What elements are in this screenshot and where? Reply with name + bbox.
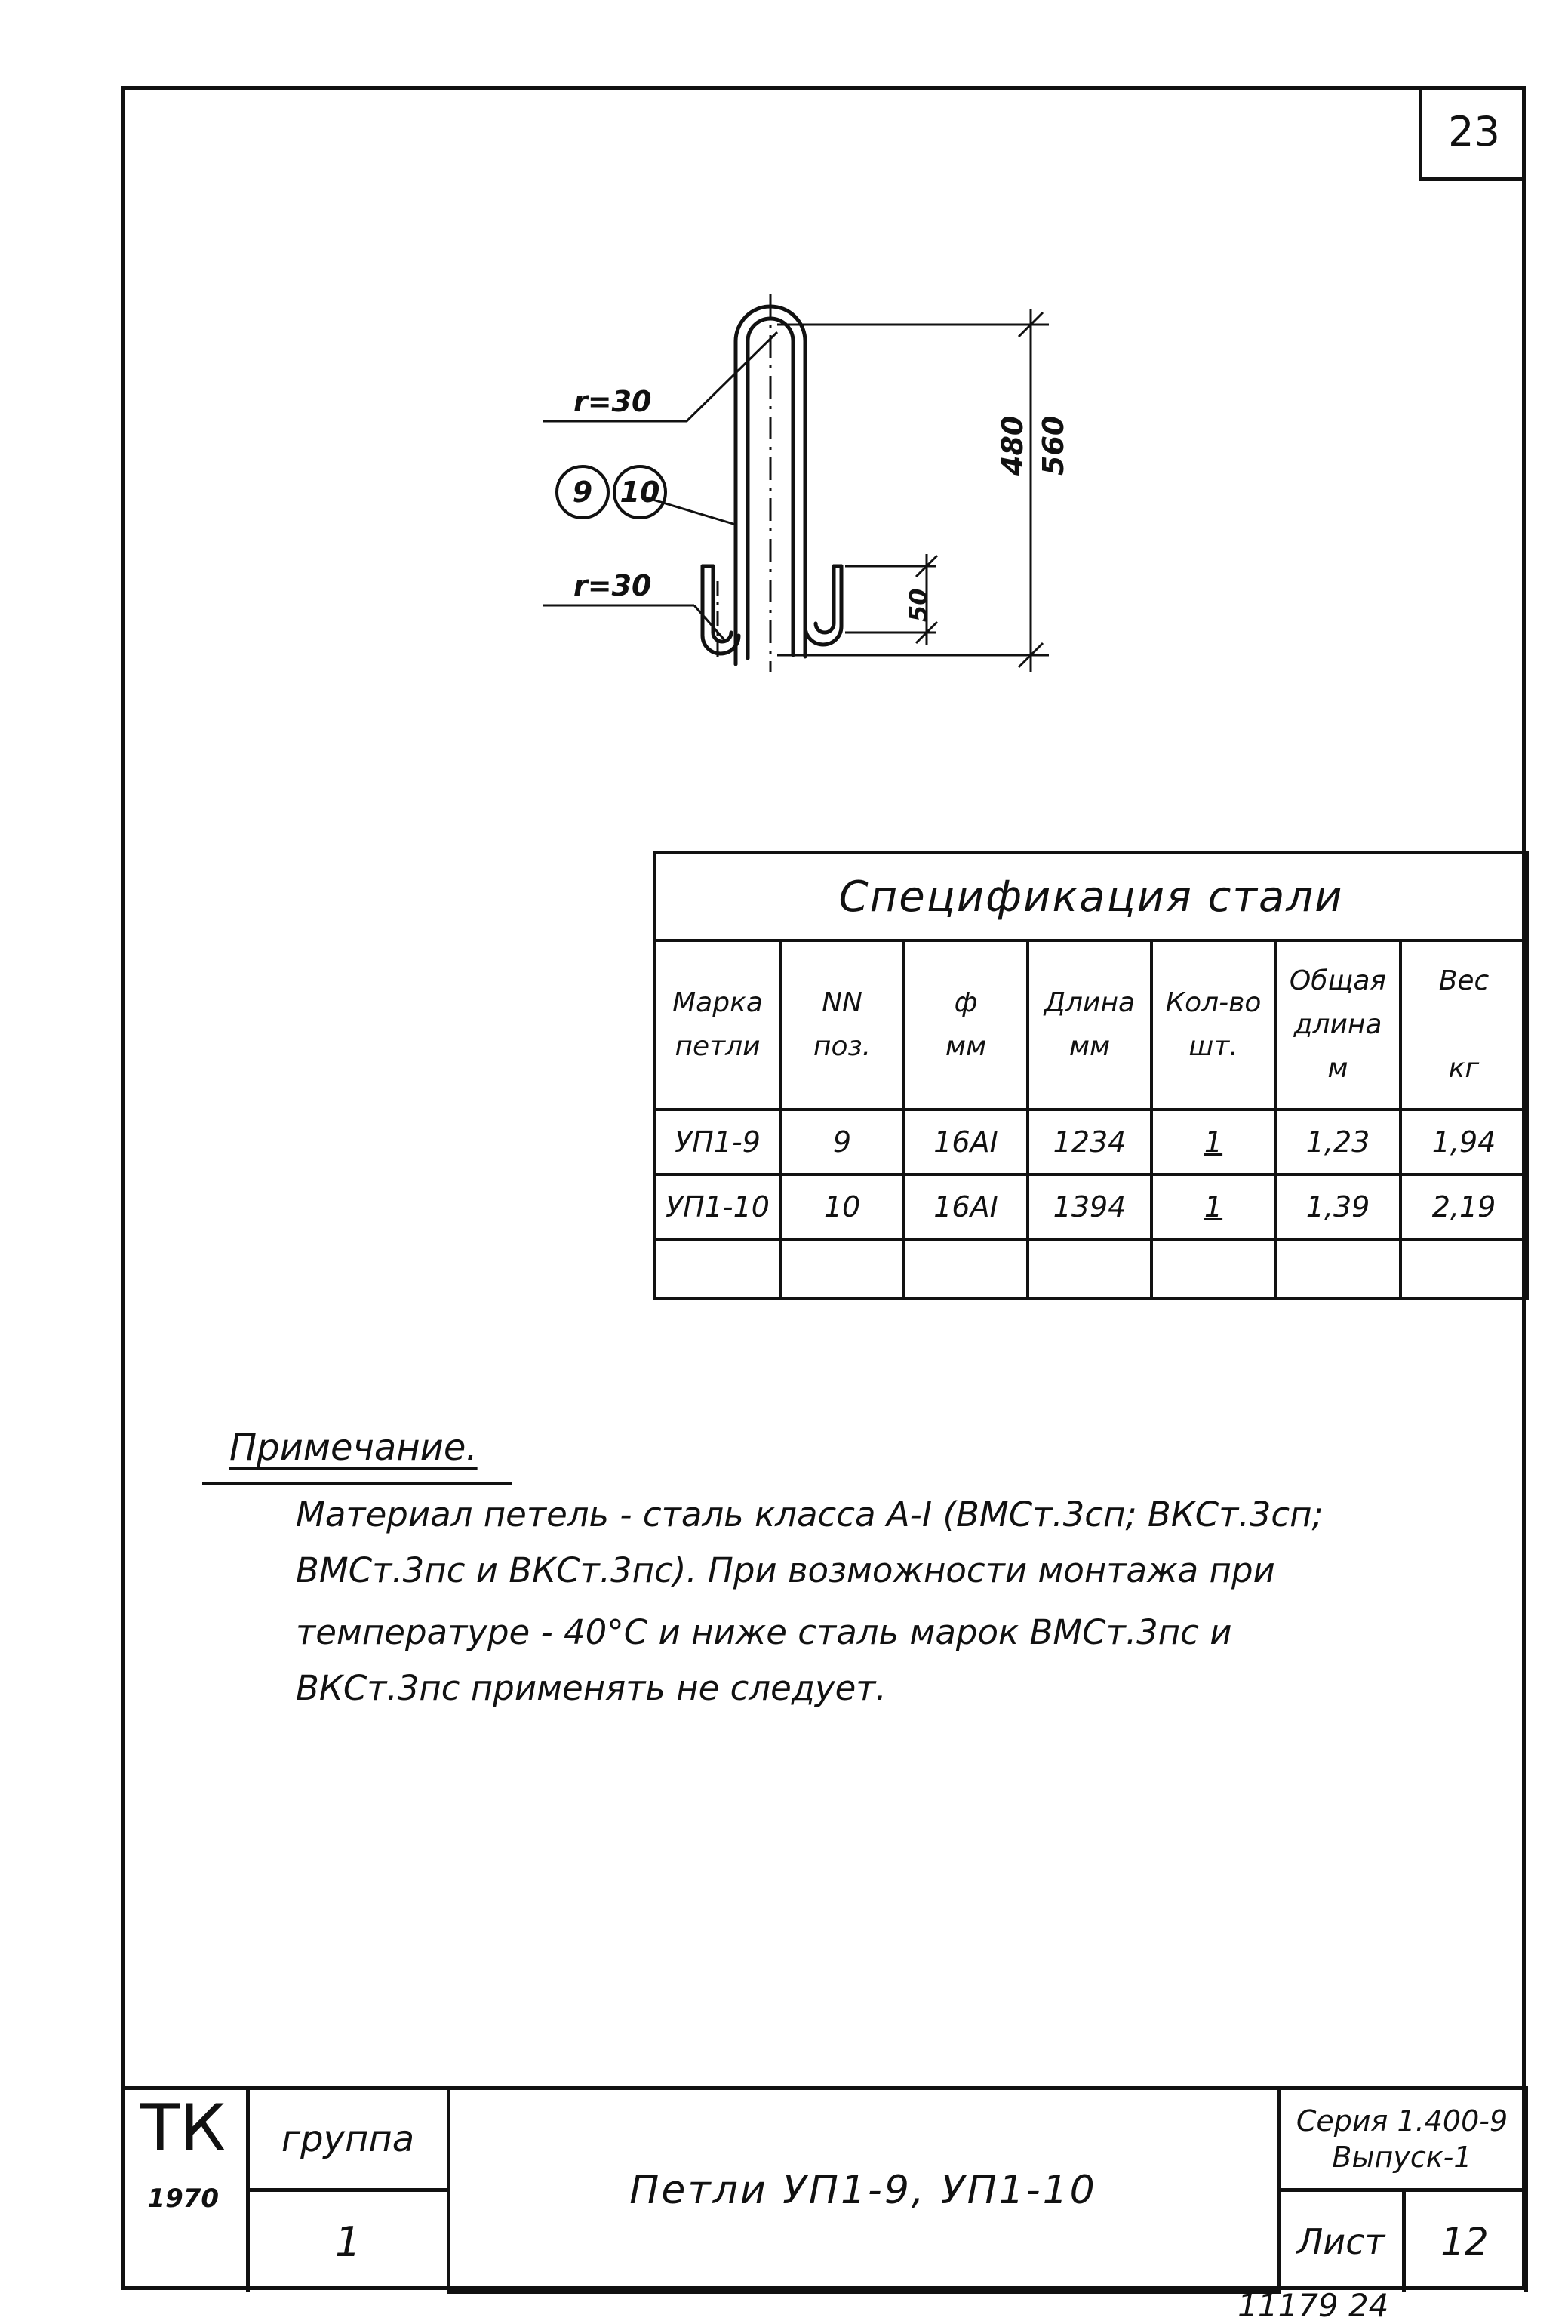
cell-length: 1394 [1028,1174,1151,1239]
header-line: длина [1293,1009,1382,1040]
header-line: NN [822,987,862,1018]
position-9-marker: 9 [555,465,610,519]
position-10-marker: 10 [613,465,667,519]
empty-cell [904,1239,1028,1298]
series-cell [1278,2089,1526,2190]
cell-mark: УП1-10 [655,1174,780,1239]
group-value: 1 [247,2190,448,2292]
note-line: температуре - 40°С и ниже сталь марок ВМСт.3пс и [296,1612,1232,1652]
cell-count: 1 [1151,1174,1275,1239]
header-line: кг [1448,1053,1480,1084]
dim-inner-label: 480 [996,415,1029,476]
org-code: ТК [140,2091,226,2166]
spec-title: Спецификация стали [655,853,1527,940]
header-line: м [1327,1053,1348,1084]
table-row [655,1174,1527,1239]
empty-cell [1151,1239,1275,1298]
year: 1970 [147,2184,220,2214]
header-count [1151,940,1275,1110]
cell-pos: 10 [780,1174,904,1239]
note-line: ВКСт.3пс применять не следует. [296,1668,887,1708]
sheet-value: 12 [1404,2190,1526,2292]
header-line: мм [1068,1031,1111,1062]
cell-diameter: 16AI [904,1110,1028,1174]
header-line [1402,1003,1526,1047]
cell-mark: УП1-9 [655,1110,780,1174]
cell-length: 1234 [1028,1110,1151,1174]
header-line: Кол-во [1165,987,1262,1018]
dim-outer-label: 560 [1037,415,1070,476]
issue-line: Выпуск-1 [1332,2141,1472,2174]
note-underline [202,1482,512,1485]
header-line: Вес [1438,965,1490,996]
note-title: Примечание. [229,1427,478,1469]
loop-sketch [528,294,1071,687]
header-line: поз. [813,1031,872,1062]
header-total-length [1275,940,1400,1110]
empty-cell [780,1239,904,1298]
cell-weight: 2,19 [1400,1174,1527,1239]
header-line: Марка [672,987,763,1018]
sheet-label: Лист [1278,2190,1404,2292]
header-line: ф [954,987,978,1018]
table-row-empty [655,1239,1527,1298]
note-line: ВМСт.3пс и ВКСт.3пс). При возможности монтажа при [296,1550,1275,1590]
header-mark [655,940,780,1110]
cell-pos: 9 [780,1110,904,1174]
cell-total-length: 1,23 [1275,1110,1400,1174]
title-block [121,2086,1528,2294]
loop-drawing [528,294,1071,687]
table-row [655,1110,1527,1174]
steel-spec-table [653,851,1529,1300]
group-label: группа [247,2089,448,2190]
header-line: Длина [1044,987,1136,1018]
drawing-title: Петли УП1-9, УП1-10 [448,2089,1278,2292]
series-line: Серия 1.400-9 [1296,2104,1508,2138]
note-line: Материал петель - сталь класса А-I (ВМСт.3сп; ВКСт.3сп; [296,1494,1324,1534]
bottom-radius-label: r=30 [573,569,652,602]
header-length [1028,940,1151,1110]
header-diameter [904,940,1028,1110]
cell-count: 1 [1151,1110,1275,1174]
header-weight [1400,940,1527,1110]
cell-weight: 1,94 [1400,1110,1527,1174]
note-text [296,1487,1473,1716]
empty-cell [1275,1239,1400,1298]
sheet-corner-number: 23 [1419,86,1526,181]
cell-total-length: 1,39 [1275,1174,1400,1239]
empty-cell [655,1239,780,1298]
dim-hook-label: 50 [904,588,933,622]
empty-cell [1400,1239,1527,1298]
right-hook-inner [816,566,834,633]
header-pos [780,940,904,1110]
empty-cell [1028,1239,1151,1298]
header-line: петли [675,1031,761,1062]
top-radius-label: r=30 [573,385,652,418]
header-line: шт. [1188,1031,1238,1062]
header-line: мм [945,1031,987,1062]
header-line: Общая [1289,965,1387,996]
document-number: 11179 24 [1237,2287,1389,2324]
cell-diameter: 16AI [904,1174,1028,1239]
org-cell [121,2089,247,2292]
